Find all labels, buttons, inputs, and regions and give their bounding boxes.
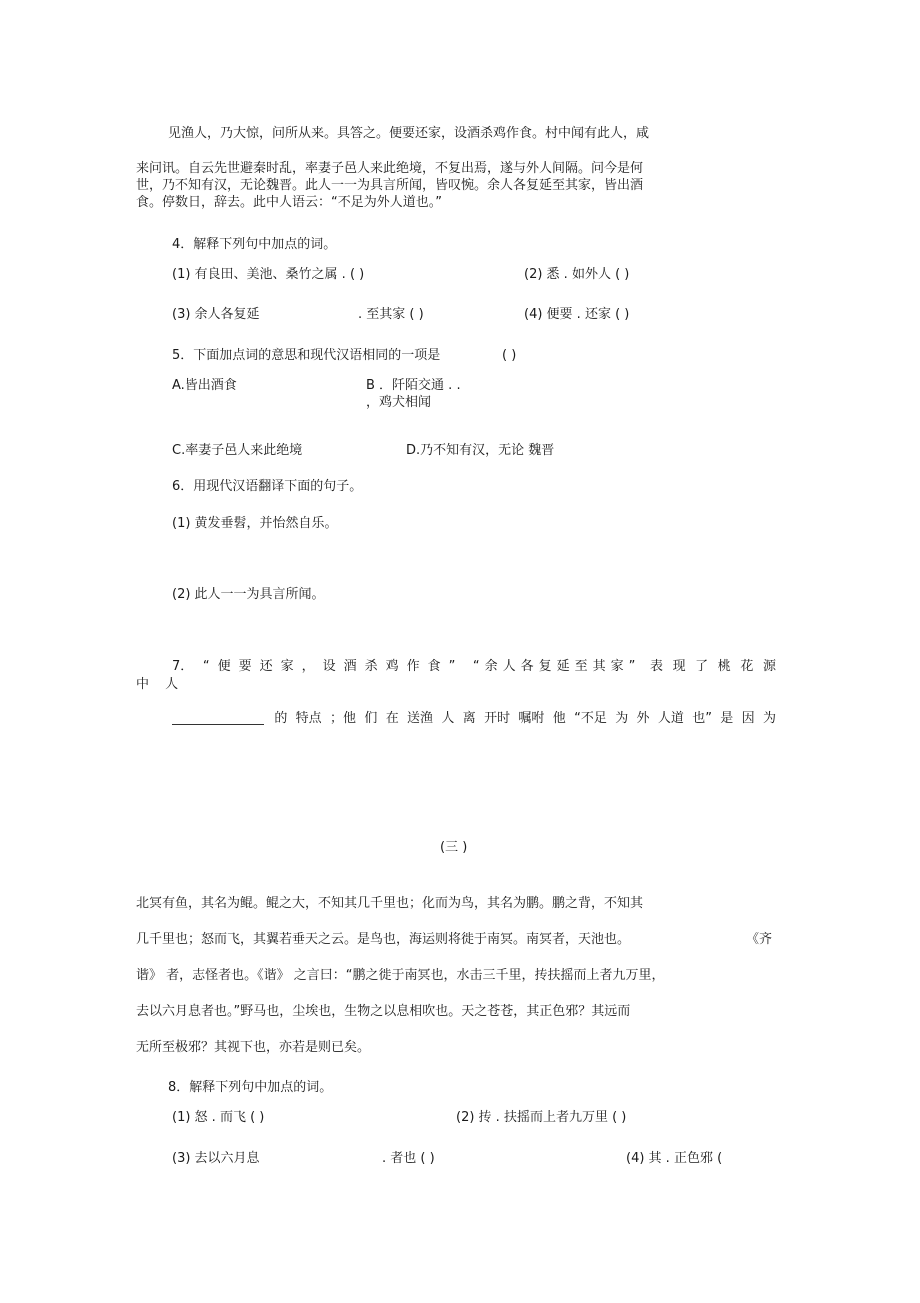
q7-word: 了 — [695, 659, 709, 674]
q5-option-d: D.乃不知有汉，无论 魏晋 — [406, 443, 555, 458]
q7-word: ；他 — [330, 711, 357, 726]
q7-word: 是 — [720, 711, 734, 726]
q7-line1 — [172, 658, 776, 676]
passage3-line2: 几千里也；怒而飞，其翼若垂天之云。是鸟也，海运则将徙于南冥。南冥者，天池也。 — [136, 932, 631, 947]
q7-word: 花 — [740, 659, 754, 674]
q6-item2: (2) 此人一一为具言所闻。 — [172, 587, 325, 602]
q4-item1: (1) 有良田、美池、桑竹之属 . ( ) — [172, 267, 365, 282]
q7-quote1: “便要还家，设酒杀鸡作食” — [202, 659, 464, 674]
q5-option-c: C.率妻子邑人来此绝境 — [172, 443, 303, 458]
passage3-line3: 谐》 者，志怪者也。《谐》 之言曰：“鹏之徙于南冥也，水击三千里，抟扶摇而上者九万里， — [136, 968, 665, 983]
passage3-line1: 北冥有鱼，其名为鲲。鲲之大，不知其几千里也；化而为鸟，其名为鹏。鹏之背，不知其 — [136, 896, 644, 911]
q7-word: 们 — [364, 711, 378, 726]
q5-answer-paren: ( ) — [502, 348, 517, 363]
q8-title: 8．解释下列句中加点的词。 — [168, 1080, 333, 1095]
q7-word: 现 — [672, 659, 686, 674]
q4-item3-end: . 至其家 ( ) — [358, 307, 424, 322]
q5-option-b-line1: B ．阡陌交通 . . — [366, 378, 461, 393]
passage2-line1: 见渔人，乃大惊，问所从来。具答之。便要还家，设酒杀鸡作食。村中闻有此人，咸 — [168, 126, 650, 141]
q8-item2: (2) 抟 . 扶摇而上者九万里 ( ) — [456, 1110, 627, 1125]
passage3-line5: 无所至极邪？其视下也，亦若是则已矣。 — [136, 1040, 371, 1055]
q7-answer-blank[interactable] — [172, 710, 264, 725]
q4-item2: (2) 悉 . 如外人 ( ) — [524, 267, 630, 282]
q5-title: 5．下面加点词的意思和现代汉语相同的一项是 — [172, 348, 441, 363]
q4-item4: (4) 便要 . 还家 ( ) — [524, 307, 630, 322]
q5-option-a: A.皆出酒食 — [172, 378, 237, 393]
q8-item3-end: . 者也 ( ) — [382, 1151, 435, 1166]
q7-word: “不足 — [574, 711, 607, 726]
q7-word: 开时 — [484, 711, 511, 726]
q7-word: 的 — [274, 711, 288, 726]
q7-quote2: “余人各复延至其家” — [472, 659, 641, 674]
passage3-line2-end: 《齐 — [746, 932, 773, 947]
q7-word: 源 — [762, 659, 776, 674]
q7-word: 桃 — [717, 659, 731, 674]
q6-item1: (1) 黄发垂髫，并怡然自乐。 — [172, 516, 338, 531]
q5-option-b-line2: ，鸡犬相闻 — [366, 395, 432, 410]
q7-word: 为 — [762, 711, 776, 726]
q7-word: 嘱咐 — [518, 711, 545, 726]
passage2-line4: 食。停数日，辞去。此中人语云：“不足为外人道也。” — [136, 195, 442, 210]
q8-item1: (1) 怒 . 而飞 ( ) — [172, 1110, 265, 1125]
q7-word: 人道 — [657, 711, 684, 726]
section-heading: (三 ) — [440, 840, 468, 855]
q8-item4: (4) 其 . 正色邪 ( — [626, 1151, 723, 1166]
q7-word: 特点 — [295, 711, 322, 726]
q6-title: 6．用现代汉语翻译下面的句子。 — [172, 479, 363, 494]
passage3-line4: 去以六月息者也。”野马也，尘埃也，生物之以息相吹也。天之苍苍，其正色邪？其远而 — [136, 1004, 631, 1019]
q7-word: 送渔 — [407, 711, 434, 726]
passage2-line2: 来问讯。自云先世避秦时乱，率妻子邑人来此绝境，不复出焉，遂与外人间隔。问今是何 — [136, 161, 644, 176]
q7-word: 他 — [552, 711, 566, 726]
q7-number: 7． — [172, 659, 194, 674]
q7-word: 因 — [741, 711, 755, 726]
q8-item3-start: (3) 去以六月息 — [172, 1151, 260, 1166]
q7-line1b: 中 人 — [136, 677, 185, 692]
q4-title: 4．解释下列句中加点的词。 — [172, 237, 337, 252]
q7-word: 离 — [462, 711, 476, 726]
q7-word: 为 — [615, 711, 629, 726]
q7-word: 在 — [385, 711, 399, 726]
passage2-line3: 世，乃不知有汉，无论魏晋。此人一一为具言所闻，皆叹惋。余人各复延至其家，皆出酒 — [136, 178, 644, 193]
q7-word: 外 — [636, 711, 650, 726]
q7-word: 表 — [649, 659, 663, 674]
q7-word: 人 — [441, 711, 455, 726]
q7-line2 — [172, 710, 776, 728]
q7-word: 也” — [692, 711, 712, 726]
q4-item3-start: (3) 余人各复延 — [172, 307, 260, 322]
